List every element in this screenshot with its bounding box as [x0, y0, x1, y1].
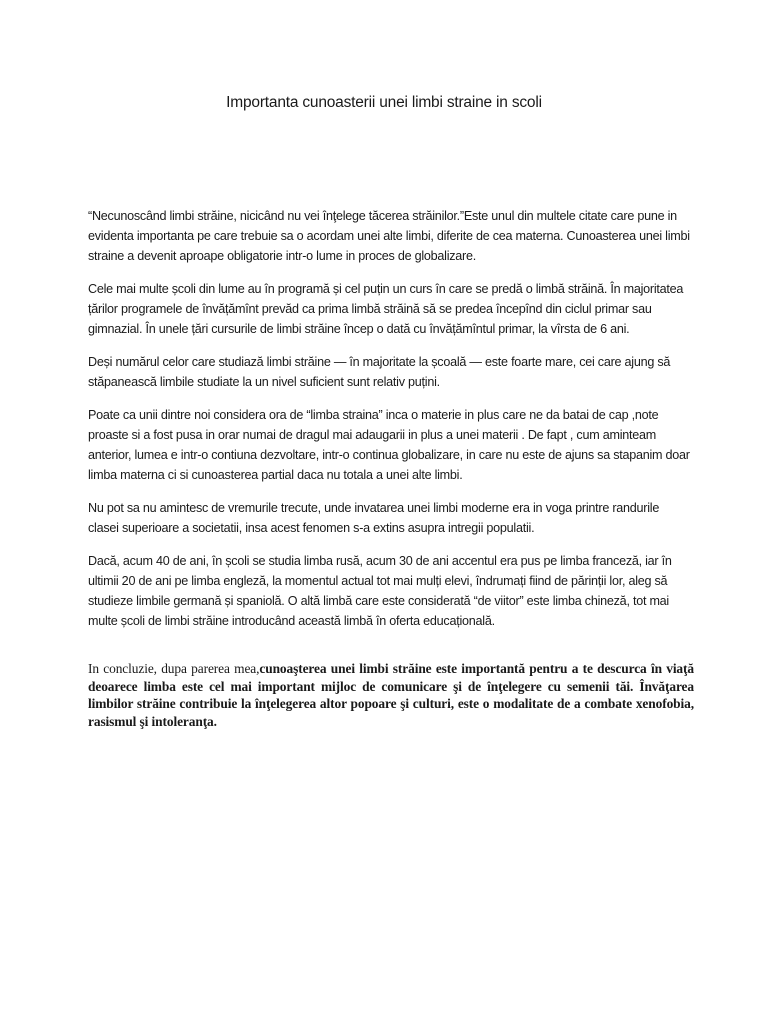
document-body: [88, 206, 692, 644]
paragraph-conclusion: [88, 660, 694, 730]
conclusion-emphasis: cunoaşterea unei limbi străine este importantă pentru a te descurca în viaţă deoarece limba este cel mai important mijloc de comunicare şi de înţelegere cu semenii tăi. Învăţarea limbilor străine contribuie la înţelegerea altor popoare şi culturi, este o modalitate de a combate xenofobia, rasismul şi intoleranţa.: [88, 661, 694, 729]
paragraph-few-master: Deși numărul celor care studiază limbi străine — în majoritate la școală — este foarte mare, cei care ajung să stăpanească limbile studiate la un nivel suficient sunt relativ puțini.: [88, 355, 671, 389]
paragraph-foreign-language-class: Poate ca unii dintre noi considera ora de “limba straina” inca o materie in plus care ne da batai de cap ,note proaste si a fost pusa in orar numai de dragul mai adaugarii in plus a unei materii . De fapt , cum aminteam anterior, lumea e intr-o contiuna dezvoltare, intr-o continua globalizare, in care nu este de ajuns sa stapanim doar limba materna ci si cunoasterea partial daca nu totala a unei alte limbi.: [88, 408, 690, 482]
paragraph-quote-intro: “Necunoscând limbi străine, nicicând nu vei înţelege tăcerea străinilor.”Este unul din multele citate care pune in evidenta importanta pe care trebuie sa o acordam unei alte limbi, diferite de cea materna. Cunoasterea unei limbi straine a devenit aproape obligatorie intr-o lume in proces de globalizare.: [88, 209, 690, 263]
paragraph-language-history: Dacă, acum 40 de ani, în școli se studia limba rusă, acum 30 de ani accentul era pus pe limba franceză, iar în ultimii 20 de ani pe limba engleză, la momentul actual tot mai mulți elevi, îndrumați fiind de părinții lor, aleg să studieze limbile germană și spaniolă. O altă limbă care este considerată “de viitor” este limba chineză, tot mai multe școli de limbi străine introducând această limbă în oferta educațională.: [88, 554, 672, 628]
document-title: Importanta cunoasterii unei limbi straine in scoli: [226, 94, 542, 111]
paragraph-past-times: Nu pot sa nu amintesc de vremurile trecute, unde invatarea unei limbi moderne era in voga printre randurile clasei superioare a societatii, insa acest fenomen s-a extins asupra intregii populatii.: [88, 501, 660, 535]
paragraph-schools-curriculum: Cele mai multe școli din lume au în programă și cel puțin un curs în care se predă o limbă străină. În majoritatea țărilor programele de învățămînt prevăd ca prima limbă străină să se predea începînd din ciclul primar sau gimnazial. În unele țări cursurile de limbi străine încep o dată cu învățămîntul primar, la vîrsta de 6 ani.: [88, 282, 684, 336]
conclusion-lead: In concluzie, dupa parerea mea,: [88, 661, 260, 676]
